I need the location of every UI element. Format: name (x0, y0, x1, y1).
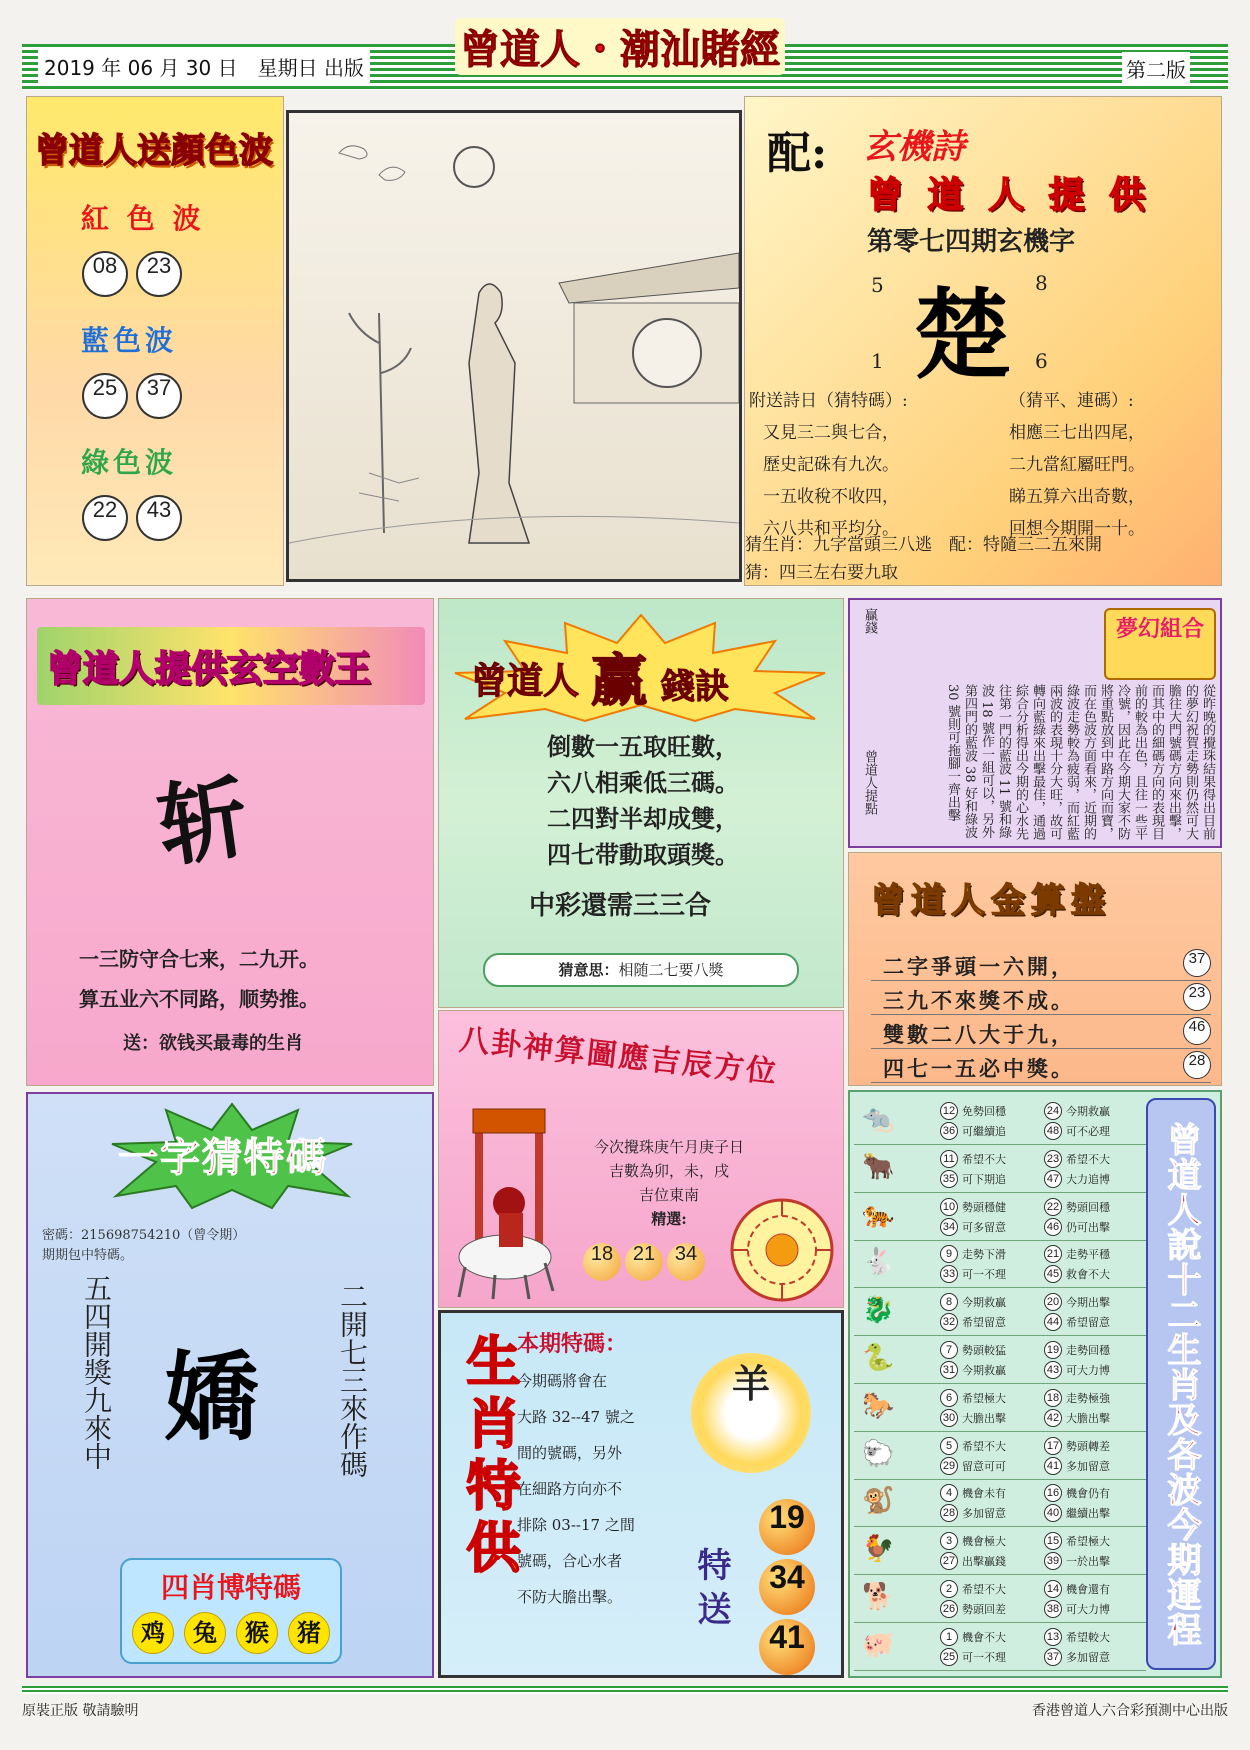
abacus-panel (848, 852, 1222, 1086)
zodiac-number: 18 (1044, 1389, 1062, 1407)
zodiac-number: 26 (940, 1600, 958, 1618)
poem-left-line: 一五收稅不收四， (763, 487, 899, 507)
zodiac-fortune: 可繼續追 (962, 1125, 1006, 1138)
shengxiao-panel (438, 1310, 844, 1678)
zodiac-row (854, 1098, 1146, 1145)
zodiac-number: 45 (1044, 1265, 1062, 1283)
one-char-code-2: 期期包中特碼。 (42, 1248, 134, 1263)
shengxiao-text-line: 在細路方向亦不 (517, 1480, 623, 1498)
wave-label-1: 藍色波 (81, 324, 178, 357)
poem-left (749, 385, 989, 545)
zodiac-fortune: 機會不大 (962, 1630, 1006, 1644)
zodiac-number: 37 (1044, 1648, 1062, 1666)
issue-label: 第零七四期玄機字 (867, 227, 1076, 257)
bagua-ball: 34 (667, 1243, 705, 1281)
poem-left-line: 又見三二與七合， (763, 423, 899, 443)
zodiac-number: 20 (1044, 1293, 1062, 1311)
wave-label-0: 紅 色 波 (81, 202, 205, 235)
illustration-frame (286, 110, 742, 582)
shengxiao-vtitle: 生肖特供 (458, 1333, 521, 1581)
edition-label: 第二版 (1122, 52, 1190, 85)
zodiac-fortune: 仍可出擊 (1066, 1220, 1110, 1234)
four-zodiac-box (120, 1558, 342, 1664)
zodiac-number: 30 (940, 1409, 958, 1427)
yingqian-line: 四七带動取頭獎。 (547, 840, 739, 869)
one-char-code: 密碼：215698754210（曾令期） (42, 1228, 246, 1243)
zodiac-number: 48 (1044, 1122, 1062, 1140)
abacus-row-text: 三九不來獎不成。 (883, 989, 1075, 1013)
zodiac-fortune: 機會仍有 (1066, 1487, 1110, 1501)
yingqian-title-2: 赢 (591, 649, 647, 714)
dream-side: 贏錢 (862, 608, 877, 634)
zodiac-fortune: 機會極大 (962, 1535, 1006, 1549)
xuankong-title: 曾道人提供玄空數王 (47, 649, 372, 690)
zodiac-number: 23 (1044, 1150, 1062, 1168)
xuankong-panel (26, 598, 434, 1086)
four-zodiac-ball: 猴 (236, 1612, 278, 1654)
zodiac-animal-icon: 🐎 (862, 1390, 895, 1421)
pei-label: 配: (767, 128, 828, 179)
zodiac-fortune: 希望不大 (1066, 1152, 1110, 1166)
poem-left-head: 附送詩日（猜特碼）: (749, 391, 908, 411)
zodiac-row (854, 1146, 1146, 1193)
zodiac-fortune: 希望不大 (962, 1152, 1006, 1166)
bagua-title: 八卦神算圖應吉辰方位 (457, 1022, 780, 1091)
zodiac-animal-icon: 🐅 (862, 1199, 895, 1230)
special-send-label: 特送 (691, 1547, 731, 1635)
zodiac-fortune: 勢頭轉差 (1066, 1439, 1110, 1453)
yingqian-line: 二四對半却成雙， (547, 804, 739, 833)
guess-bar (483, 953, 799, 987)
abacus-row (871, 949, 1211, 981)
zodiac-number: 8 (940, 1293, 958, 1311)
one-char-character: 嬌 (164, 1341, 260, 1454)
abacus-row-number: 28 (1183, 1051, 1211, 1079)
zodiac-fortune: 留意可可 (962, 1459, 1006, 1473)
zodiac-row (854, 1385, 1146, 1432)
poem-left-line: 歷史記硃有九次。 (763, 455, 899, 475)
zodiac-fortune: 多加留意 (962, 1507, 1006, 1521)
zodiac-fortune: 可下期追 (962, 1172, 1006, 1186)
zodiac-fortune: 今期救贏 (962, 1296, 1006, 1310)
corner-num-4: 6 (1035, 349, 1048, 373)
zodiac-number: 19 (1044, 1341, 1062, 1359)
zodiac-row (854, 1624, 1146, 1671)
wave-ball: 22 (82, 495, 128, 541)
yingqian-title-3: 錢訣 (661, 667, 729, 707)
zodiac-number: 2 (940, 1580, 958, 1598)
zodiac-fortune: 今期出擊 (1066, 1296, 1110, 1310)
zodiac-row (854, 1194, 1146, 1241)
footer-left: 原裝正版 敬請驗明 (22, 1703, 139, 1719)
shengxiao-text-line: 排除 03--17 之間 (517, 1516, 635, 1534)
zodiac-number: 35 (940, 1170, 958, 1188)
zodiac-fortune: 勢頭回穩 (1066, 1200, 1110, 1214)
zodiac-number: 5 (940, 1437, 958, 1455)
zodiac-number: 12 (940, 1102, 958, 1120)
zodiac-fortune: 希望較大 (1066, 1630, 1110, 1644)
zodiac-fortune: 希望留意 (962, 1316, 1006, 1330)
zodiac-animal-icon: 🐉 (862, 1295, 895, 1326)
zodiac-animal-icon: 🐂 (862, 1151, 895, 1182)
zodiac-fortune: 勢頭回差 (962, 1603, 1006, 1616)
zodiac-number: 11 (940, 1150, 958, 1168)
zodiac-row (854, 1576, 1146, 1623)
issue-date: 2019 年 06 月 30 日 星期日 出版 (38, 50, 370, 83)
special-ball: 34 (759, 1559, 815, 1615)
zodiac-row (854, 1289, 1146, 1336)
zodiac-number: 41 (1044, 1457, 1062, 1475)
abacus-title: 曾道人金算盤 (871, 881, 1111, 921)
zodiac-fortune: 可一不理 (962, 1268, 1006, 1282)
zodiac-number: 6 (940, 1389, 958, 1407)
color-wave-panel (26, 96, 284, 586)
dream-text: 從昨晚的攪珠結果得出目前的夢幻祝賀走勢則仍然可大膽往大門號碼方向來出擊，而其中的細碼方向的表現目前的較為出色，且往一些平冷號，因此在今期大家不防將重點放到中路方向而寶，而在色波方面看來，近期的綠波走勢較為疲弱，而紅藍兩波的表現十分大旺，故可轉向藍綠來出擊最佳，通過綜合分析得出今期的心水先往第一門的藍波 11 號和綠波 18 號作一組可以，另外第四門的藍波 38 好和綠波 30 號則可拖腳一齊出擊 (945, 684, 1215, 840)
zodiac-animal-icon: 🐇 (862, 1247, 895, 1278)
zodiac-number: 33 (940, 1265, 958, 1283)
zodiac-number: 42 (1044, 1409, 1062, 1427)
four-zodiac-ball: 鸡 (132, 1612, 174, 1654)
shengxiao-animal: 羊 (691, 1353, 811, 1473)
one-char-right-text: 二開七三來作碼 (336, 1282, 369, 1478)
zodiac-number: 7 (940, 1341, 958, 1359)
shengxiao-text-line: 間的號碼，另外 (517, 1444, 623, 1462)
zodiac-number: 40 (1044, 1504, 1062, 1522)
zodiac-row (854, 1241, 1146, 1288)
zodiac-number: 25 (940, 1648, 958, 1666)
zodiac-animal-icon: 🐑 (862, 1438, 895, 1469)
color-wave-title: 曾道人送顏色波 (35, 131, 273, 171)
poem-right (1009, 385, 1219, 545)
zodiac-number: 10 (940, 1198, 958, 1216)
special-ball: 19 (759, 1499, 815, 1555)
handwritten-character: 斩 (151, 764, 256, 881)
zodiac-fortune: 今期救贏 (1066, 1105, 1110, 1118)
four-zodiac-title: 四肖博特碼 (160, 1571, 301, 1604)
wave-ball: 25 (82, 373, 128, 419)
twelve-zodiac-vtitle: 曾道人說十二生肖及各波今期運程 (1146, 1098, 1216, 1670)
shengxiao-text-line: 今期碼將會在 (517, 1372, 608, 1390)
yingqian-line: 六八相乘低三碼。 (547, 768, 739, 797)
twelve-zodiac-panel (848, 1090, 1222, 1678)
shengxiao-text-line: 大路 32--47 號之 (517, 1408, 635, 1426)
zodiac-number: 21 (1044, 1245, 1062, 1263)
corner-num-1: 5 (871, 273, 884, 297)
zodiac-number: 9 (940, 1245, 958, 1263)
zodiac-fortune: 希望不大 (962, 1439, 1006, 1453)
zodiac-fortune: 走勢回穩 (1066, 1344, 1110, 1357)
zodiac-fortune: 走勢極強 (1066, 1391, 1110, 1405)
zodiac-number: 24 (1044, 1102, 1062, 1120)
guess-text: 相随二七要八獎 (618, 961, 724, 979)
zodiac-number: 32 (940, 1313, 958, 1331)
dream-panel (848, 598, 1222, 848)
zodiac-fortune: 勢頭較猛 (962, 1344, 1006, 1357)
one-char-panel (26, 1092, 434, 1678)
four-zodiac-ball: 猪 (288, 1612, 330, 1654)
zodiac-fortune: 勢頭穩健 (962, 1200, 1006, 1214)
bagua-panel (438, 1010, 844, 1308)
zodiac-number: 4 (940, 1484, 958, 1502)
wave-label-2: 綠色波 (81, 446, 178, 479)
zodiac-fortune: 希望不大 (962, 1583, 1006, 1596)
zodiac-fortune: 可一不理 (962, 1650, 1006, 1664)
wave-ball: 43 (136, 495, 182, 541)
guess-label: 猜意思： (558, 961, 619, 979)
zodiac-fortune: 可不必理 (1066, 1125, 1110, 1138)
zodiac-number: 22 (1044, 1198, 1062, 1216)
zodiac-fortune: 出擊贏錢 (962, 1555, 1006, 1569)
wave-ball: 37 (136, 373, 182, 419)
zodiac-number: 38 (1044, 1600, 1062, 1618)
zodiac-number: 3 (940, 1532, 958, 1550)
bagua-ball: 21 (625, 1243, 663, 1281)
abacus-row-number: 37 (1183, 949, 1211, 977)
shengxiao-title: 本期特碼： (517, 1331, 628, 1357)
xuanji-title: 玄機詩 (863, 127, 965, 167)
bagua-pick-label: 精選: (651, 1210, 687, 1228)
zodiac-fortune: 大膽出擊 (962, 1411, 1006, 1425)
poem-right-head: （猜平、連碼）: (1009, 391, 1134, 411)
dream-sign: 曾道人提點 (862, 750, 877, 815)
footer-stripe (22, 1686, 1228, 1694)
zodiac-animal-icon: 🐖 (862, 1629, 895, 1660)
bagua-line-3: 吉位東南 (638, 1186, 699, 1204)
zodiac-animal-icon: 🐍 (862, 1343, 895, 1373)
zodiac-fortune: 多加留意 (1066, 1650, 1110, 1664)
zodiac-fortune: 繼續出擊 (1066, 1507, 1110, 1521)
zodiac-fortune: 大力追博 (1066, 1172, 1110, 1186)
abacus-row (871, 1017, 1211, 1049)
zodiac-number: 43 (1044, 1361, 1062, 1379)
abacus-row-text: 四七一五必中獎。 (883, 1057, 1075, 1081)
poem-right-line: 睇五算六出奇數， (1009, 487, 1145, 507)
zodiac-number: 39 (1044, 1552, 1062, 1570)
zodiac-number: 36 (940, 1122, 958, 1140)
zodiac-fortune: 一於出擊 (1066, 1555, 1110, 1569)
zodiac-fortune: 希望留意 (1066, 1316, 1110, 1330)
zodiac-animal-icon: 🐒 (862, 1486, 895, 1517)
bagua-line-1: 今次攪珠庚午月庚子日 (593, 1138, 744, 1156)
shengxiao-text-line: 不防大膽出擊。 (517, 1588, 623, 1606)
footer-right: 香港曾道人六合彩預測中心出版 (1032, 1703, 1228, 1719)
special-ball: 41 (759, 1619, 815, 1675)
poem-right-line: 相應三七出四尾， (1009, 423, 1145, 443)
bagua-line-2: 吉數為卯，未，戌 (608, 1162, 729, 1180)
bagua-ball: 18 (583, 1243, 621, 1281)
zodiac-number: 28 (940, 1504, 958, 1522)
yingqian-title-1: 曾道人 (471, 661, 580, 702)
zodiac-row (854, 1528, 1146, 1575)
zodiac-number: 44 (1044, 1313, 1062, 1331)
zodiac-fortune: 希望極大 (962, 1391, 1006, 1405)
zodiac-fortune: 免勢回穩 (962, 1105, 1006, 1118)
zodiac-fortune: 救會不大 (1066, 1268, 1110, 1282)
zodiac-number: 17 (1044, 1437, 1062, 1455)
yingqian-panel (438, 598, 844, 1008)
zodiac-number: 15 (1044, 1532, 1062, 1550)
zodiac-number: 27 (940, 1552, 958, 1570)
abacus-row (871, 983, 1211, 1015)
abacus-row-number: 23 (1183, 983, 1211, 1011)
zodiac-row (854, 1433, 1146, 1480)
zodiac-row (854, 1337, 1146, 1384)
zodiac-fortune: 可大力博 (1066, 1364, 1110, 1377)
wave-ball: 08 (82, 251, 128, 297)
one-char-left-text: 五四開獎九來中 (80, 1274, 113, 1470)
zodiac-fortune: 走勢平穩 (1066, 1248, 1110, 1262)
poem-footer-2: 猜：四三左右要九取 (745, 563, 898, 583)
poem-footer-1: 猜生肖：九字當頭三八逃 配：特隨三二五來開 (745, 535, 1102, 555)
zodiac-fortune: 走勢下滑 (962, 1248, 1006, 1262)
masthead-title: 曾道人・潮汕賭經 (455, 18, 785, 75)
warrior-horse-illustration (445, 1107, 565, 1307)
poem-panel (744, 96, 1222, 586)
zodiac-fortune: 可多留意 (962, 1220, 1006, 1234)
zodiac-row (854, 1480, 1146, 1527)
zodiac-fortune: 機會還有 (1066, 1583, 1110, 1596)
poem-right-line: 回想今期開一十。 (1009, 519, 1145, 539)
zodiac-fortune: 多加留意 (1066, 1459, 1110, 1473)
provider-title: 曾 道 人 提 供 (867, 175, 1152, 216)
zodiac-fortune: 機會未有 (962, 1487, 1006, 1501)
zodiac-number: 14 (1044, 1580, 1062, 1598)
zodiac-number: 29 (940, 1457, 958, 1475)
abacus-row-text: 二字爭頭一六開， (883, 955, 1075, 979)
poem-right-line: 二九當紅屬旺門。 (1009, 455, 1145, 475)
zodiac-number: 47 (1044, 1170, 1062, 1188)
zodiac-number: 34 (940, 1218, 958, 1236)
xuankong-line-2: 算五业六不同路，顺势推。 (79, 987, 319, 1011)
zodiac-number: 31 (940, 1361, 958, 1379)
zodiac-number: 46 (1044, 1218, 1062, 1236)
zodiac-fortune: 可大力博 (1066, 1603, 1110, 1616)
dream-title: 夢幻組合 (1104, 608, 1216, 680)
lady-illustration (289, 113, 739, 579)
wave-ball: 23 (136, 251, 182, 297)
mystery-character: 楚 (913, 278, 1012, 393)
xuankong-line-3: 送：欲钱买最毒的生肖 (123, 1033, 303, 1054)
shengxiao-text-line: 號碼，合心水者 (517, 1552, 623, 1570)
corner-num-2: 8 (1035, 271, 1048, 295)
abacus-row-text: 雙數二八大于九， (883, 1023, 1075, 1047)
zodiac-animal-icon: 🐓 (862, 1534, 895, 1565)
zodiac-fortune: 希望極大 (1066, 1535, 1110, 1549)
yingqian-line: 倒數一五取旺數， (547, 732, 739, 761)
zodiac-number: 1 (940, 1628, 958, 1646)
zodiac-number: 13 (1044, 1628, 1062, 1646)
poem-left-line: 六八共和平均分。 (763, 519, 899, 539)
zodiac-animal-icon: 🐕 (862, 1582, 895, 1612)
bagua-wheel-icon (725, 1195, 839, 1305)
one-char-title: 一字猜特碼 (118, 1135, 328, 1181)
xuankong-line-1: 一三防守合七来，二九开。 (79, 947, 319, 971)
zodiac-number: 16 (1044, 1484, 1062, 1502)
corner-num-3: 1 (871, 349, 884, 373)
abacus-row-number: 46 (1183, 1017, 1211, 1045)
zodiac-fortune: 今期救贏 (962, 1364, 1006, 1377)
abacus-row (871, 1051, 1211, 1083)
zodiac-animal-icon: 🐀 (862, 1104, 895, 1134)
four-zodiac-ball: 兔 (184, 1612, 226, 1654)
yingqian-sub: 中彩還需三三合 (529, 891, 712, 921)
zodiac-fortune: 大膽出擊 (1066, 1411, 1110, 1425)
